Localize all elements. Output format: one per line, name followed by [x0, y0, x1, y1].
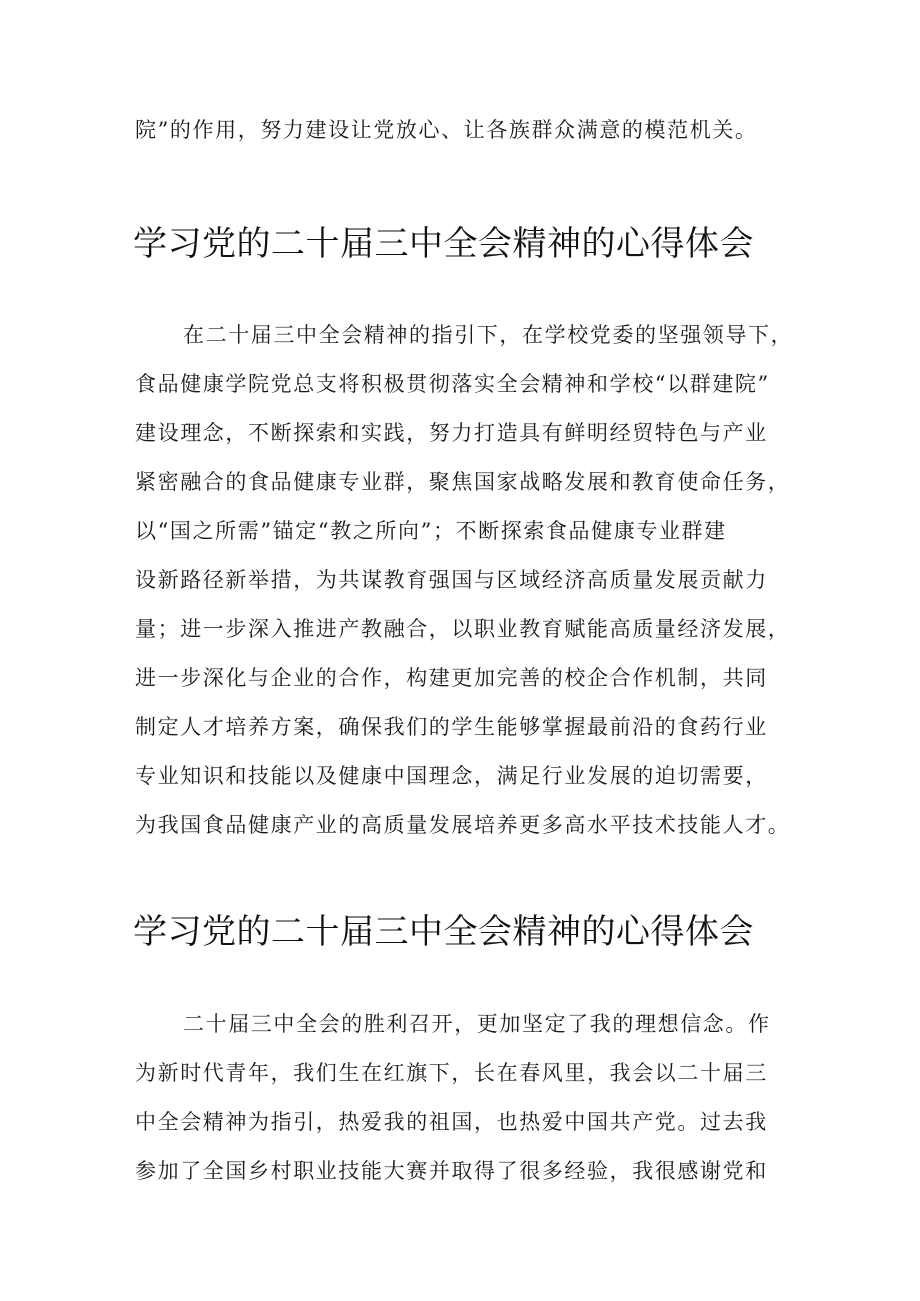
paragraph-line: 中全会精神为指引，热爱我的祖国，也热爱中国共产党。过去我	[135, 1110, 768, 1134]
paragraph-line: 为我国食品健康产业的高质量发展培养更多高水平技术技能人才。	[135, 813, 791, 837]
paragraph-line: 以“国之所需”锚定“教之所向”；不断探索食品健康专业群建	[135, 519, 727, 543]
paragraph-line: 在二十届三中全会精神的指引下，在学校党委的坚强领导下，	[183, 323, 794, 347]
paragraph-line: 进一步深化与企业的合作，构建更加完善的校企合作机制，共同	[135, 666, 768, 690]
paragraph-line: 紧密融合的食品健康专业群，聚焦国家战略发展和教育使命任务，	[135, 470, 791, 494]
section-1-heading: 学习党的二十届三中全会精神的心得体会	[133, 224, 754, 264]
paragraph-line: 设新路径新举措，为共谋教育强国与区域经济高质量发展贡献力	[135, 568, 768, 592]
paragraph-line: 制定人才培养方案，确保我们的学生能够掌握最前沿的食药行业	[135, 715, 768, 739]
paragraph-line: 建设理念，不断探索和实践，努力打造具有鲜明经贸特色与产业	[135, 421, 768, 445]
paragraph-line: 专业知识和技能以及健康中国理念，满足行业发展的迫切需要，	[135, 764, 768, 788]
paragraph-line: 参加了全国乡村职业技能大赛并取得了很多经验，我很感谢党和	[135, 1159, 768, 1183]
intro-tail-line: 院”的作用，努力建设让党放心、让各族群众满意的模范机关。	[135, 118, 758, 142]
section-2-heading: 学习党的二十届三中全会精神的心得体会	[133, 912, 754, 952]
paragraph-line: 量；进一步深入推进产教融合，以职业教育赋能高质量经济发展，	[135, 617, 791, 641]
paragraph-line: 二十届三中全会的胜利召开，更加坚定了我的理想信念。作	[183, 1012, 771, 1036]
paragraph-line: 食品健康学院党总支将积极贯彻落实全会精神和学校“以群建院”	[135, 372, 770, 396]
paragraph-line: 为新时代青年，我们生在红旗下，长在春风里，我会以二十届三	[135, 1061, 768, 1085]
